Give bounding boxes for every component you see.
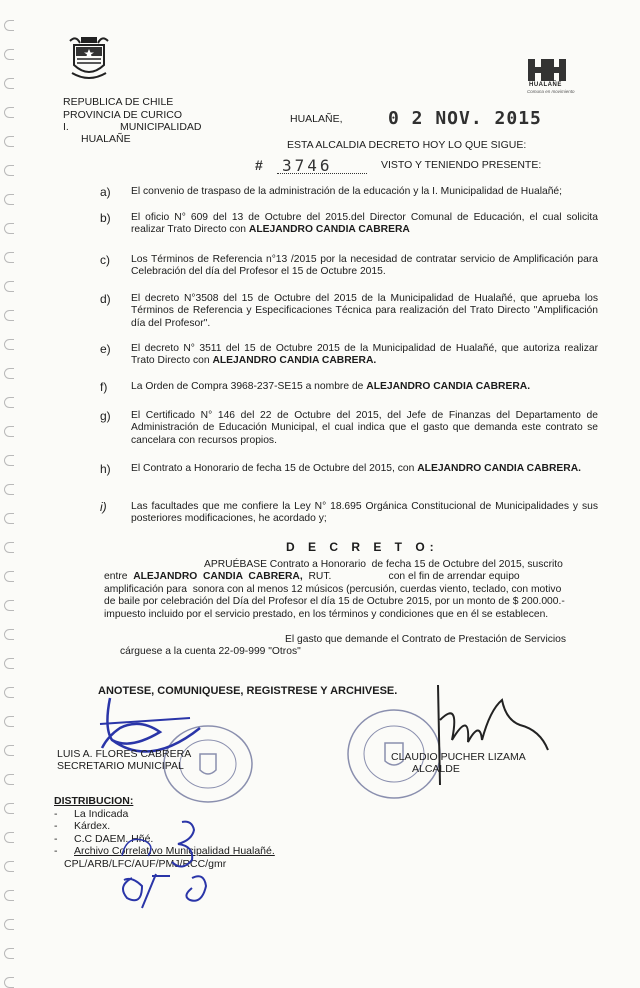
mayor-title: ALCALDE bbox=[412, 763, 460, 775]
item-text-part: El convenio de traspaso de la administración de la educación y la I. Municipalidad de Hualañé; bbox=[131, 186, 563, 197]
decree-number: 3746 bbox=[282, 156, 333, 175]
binder-hole bbox=[4, 281, 14, 292]
binder-hole bbox=[4, 716, 14, 727]
coat-of-arms-icon bbox=[68, 35, 110, 83]
item-text bbox=[131, 343, 598, 368]
decreto-paragraph-2 bbox=[120, 634, 610, 659]
distribution-item-text: Archivo Correlativo Municipalidad Hualañé. bbox=[74, 845, 275, 858]
item-text bbox=[131, 463, 598, 475]
item-letter: i) bbox=[100, 500, 107, 514]
item-letter: e) bbox=[100, 342, 111, 356]
binder-hole bbox=[4, 397, 14, 408]
item-text-part: El Contrato a Honorario de fecha 15 de Octubre del 2015, con bbox=[131, 463, 418, 474]
gasto-line-2: cárguese a la cuenta 22-09-999 "Otros" bbox=[120, 646, 301, 658]
binder-hole bbox=[4, 832, 14, 843]
binder-hole bbox=[4, 107, 14, 118]
date-stamp: 0 2 NOV. 2015 bbox=[388, 108, 542, 129]
bullet-dash: - bbox=[54, 820, 58, 833]
binder-hole bbox=[4, 368, 14, 379]
decreto-text-part: amplificación para sonora con al menos 12 músicos (percusión, cuerdas viento, teclado, con motivo bbox=[104, 583, 562, 595]
item-text-part: El decreto N°3508 del 15 de Octubre del 2015 de la Municipalidad de Hualañé, que aprueba los Términos de Referencia y Especificaciones Técnica para realización del Trato Directo "Amplificación día del Profesor". bbox=[131, 293, 598, 329]
item-letter: b) bbox=[100, 211, 111, 225]
item-text-part: El Certificado N° 146 del 22 de Octubre del 2015, del Jefe de Finanzas del Departamento de Administración de Educación Municipal, el cual indica que el gasto que demanda este contrato se cancelara con recursos propios. bbox=[131, 410, 598, 446]
decreto-line bbox=[104, 571, 604, 583]
binder-hole bbox=[4, 165, 14, 176]
binder-hole bbox=[4, 890, 14, 901]
item-text-part: El oficio N° 609 del 13 de Octubre del 2015.del Director Comunal de Educación, el cual solicita realizar Trato Directo con bbox=[131, 212, 598, 236]
bullet-dash: - bbox=[54, 832, 58, 845]
closing-line: ANOTESE, COMUNIQUESE, REGISTRESE Y ARCHIVESE. bbox=[98, 685, 398, 697]
header-municipal-i: I. bbox=[63, 121, 69, 133]
decreto-text-part: de baile por celebración del Día del Profesor el día 15 de Octubre 2015, por un monto de $ 200.000.- bbox=[104, 596, 565, 608]
item-letter: h) bbox=[100, 462, 111, 476]
binder-hole bbox=[4, 687, 14, 698]
visto-line: VISTO Y TENIENDO PRESENTE: bbox=[381, 159, 542, 171]
decreto-text-part: APRUÉBASE Contrato a Honorario de fecha 15 de Octubre del 2015, suscrito bbox=[204, 559, 563, 570]
decreto-text-part: impuesto incluido por el servicio prestado, en los términos y condiciones que en él se establecen. bbox=[104, 608, 549, 620]
header-municipal-word: MUNICIPALIDAD bbox=[120, 121, 202, 133]
binder-hole bbox=[4, 78, 14, 89]
decreto-line bbox=[104, 609, 604, 621]
binder-hole bbox=[4, 20, 14, 31]
item-letter: c) bbox=[100, 253, 110, 267]
binder-hole bbox=[4, 948, 14, 959]
decreto-line bbox=[104, 584, 604, 596]
bullet-dash: - bbox=[54, 807, 58, 820]
handwritten-annotation bbox=[112, 816, 222, 911]
binder-hole bbox=[4, 426, 14, 437]
item-text bbox=[131, 381, 598, 393]
header-municipal-city: HUALAÑE bbox=[81, 133, 131, 145]
binder-hole bbox=[4, 513, 14, 524]
header-line-province: PROVINCIA DE CURICO bbox=[63, 108, 183, 121]
binder-hole bbox=[4, 339, 14, 350]
decree-number-underline bbox=[277, 173, 367, 174]
binder-holes bbox=[2, 20, 16, 980]
item-text-part: Las facultades que me confiere la Ley N° 18.695 Orgánica Constitucional de Municipalidades y sus posteriores modificaciones, he acordado y; bbox=[131, 501, 598, 525]
binder-hole bbox=[4, 136, 14, 147]
binder-hole bbox=[4, 310, 14, 321]
header-line-republic: REPUBLICA DE CHILE bbox=[63, 96, 174, 108]
binder-hole bbox=[4, 977, 14, 988]
binder-hole bbox=[4, 252, 14, 263]
binder-hole bbox=[4, 484, 14, 495]
distribution-item-text: Kárdex. bbox=[74, 820, 111, 833]
bullet-dash: - bbox=[54, 845, 58, 858]
item-text-part: La Orden de Compra 3968-237-SE15 a nombre de bbox=[131, 381, 367, 392]
place-label: HUALAÑE, bbox=[290, 113, 343, 125]
secretary-name: LUIS A. FLORES CABRERA bbox=[57, 748, 192, 760]
binder-hole bbox=[4, 223, 14, 234]
item-text bbox=[131, 293, 598, 330]
binder-hole bbox=[4, 571, 14, 582]
binder-hole bbox=[4, 542, 14, 553]
item-letter: a) bbox=[100, 185, 111, 199]
logo-subtitle: Comuna en movimiento bbox=[527, 89, 575, 94]
decreto-title: D E C R E T O: bbox=[286, 540, 439, 554]
binder-hole bbox=[4, 774, 14, 785]
item-text bbox=[131, 212, 598, 237]
item-letter: g) bbox=[100, 409, 111, 423]
hash-mark: # bbox=[255, 157, 263, 173]
binder-hole bbox=[4, 861, 14, 872]
distribution-item-text: La Indicada bbox=[74, 807, 129, 820]
distribution-title: DISTRIBUCION: bbox=[54, 795, 134, 807]
logo-text: HUALAÑE bbox=[529, 82, 562, 88]
item-text bbox=[131, 501, 598, 526]
item-text-part: Los Términos de Referencia n°13 /2015 por la necesidad de contratar servicio de Amplificación para Celebración del día del Profesor el 15 de Octubre 2015. bbox=[131, 254, 598, 278]
contractor-name: ALEJANDRO CANDIA CABRERA, bbox=[133, 571, 303, 583]
binder-hole bbox=[4, 629, 14, 640]
item-text bbox=[131, 186, 598, 198]
gasto-line-1: El gasto que demande el Contrato de Prestación de Servicios bbox=[285, 634, 567, 645]
hualane-logo-icon bbox=[527, 58, 567, 82]
binder-hole bbox=[4, 803, 14, 814]
mayor-name: CLAUDIO PUCHER LIZAMA bbox=[391, 751, 526, 763]
alcaldia-line: ESTA ALCALDIA DECRETO HOY LO QUE SIGUE: bbox=[287, 139, 527, 151]
binder-hole bbox=[4, 194, 14, 205]
item-text-part: El decreto N° 3511 del 15 de Octubre 2015 de la Municipalidad de Hualañé, que autoriza realizar Trato Directo con bbox=[131, 343, 598, 367]
item-letter: f) bbox=[100, 380, 108, 394]
item-text bbox=[131, 254, 598, 279]
secretary-title: SECRETARIO MUNICIPAL bbox=[57, 760, 184, 772]
item-text bbox=[131, 410, 598, 447]
header-left bbox=[63, 96, 182, 121]
decreto-paragraph-1 bbox=[104, 559, 604, 621]
item-bold-name: ALEJANDRO CANDIA CABRERA. bbox=[417, 463, 582, 474]
binder-hole bbox=[4, 600, 14, 611]
binder-hole bbox=[4, 919, 14, 930]
binder-hole bbox=[4, 49, 14, 60]
binder-hole bbox=[4, 658, 14, 669]
distribution-item-text: C.C DAEM. Hñé. bbox=[74, 832, 154, 845]
decreto-line bbox=[104, 559, 604, 571]
item-letter: d) bbox=[100, 292, 111, 306]
item-bold-name: ALEJANDRO CANDIA CABRERA bbox=[248, 224, 410, 236]
binder-hole bbox=[4, 745, 14, 756]
decreto-text-part: entre bbox=[104, 571, 134, 583]
distribution-initials: CPL/ARB/LFC/AUF/PMJ/RCC/gmr bbox=[64, 857, 227, 870]
decreto-text-part: RUT. con el fin de arrendar equipo bbox=[302, 571, 520, 583]
decreto-line bbox=[104, 596, 604, 608]
item-bold-name: ALEJANDRO CANDIA CABRERA. bbox=[212, 355, 377, 367]
binder-hole bbox=[4, 455, 14, 466]
item-bold-name: ALEJANDRO CANDIA CABRERA. bbox=[366, 381, 531, 392]
